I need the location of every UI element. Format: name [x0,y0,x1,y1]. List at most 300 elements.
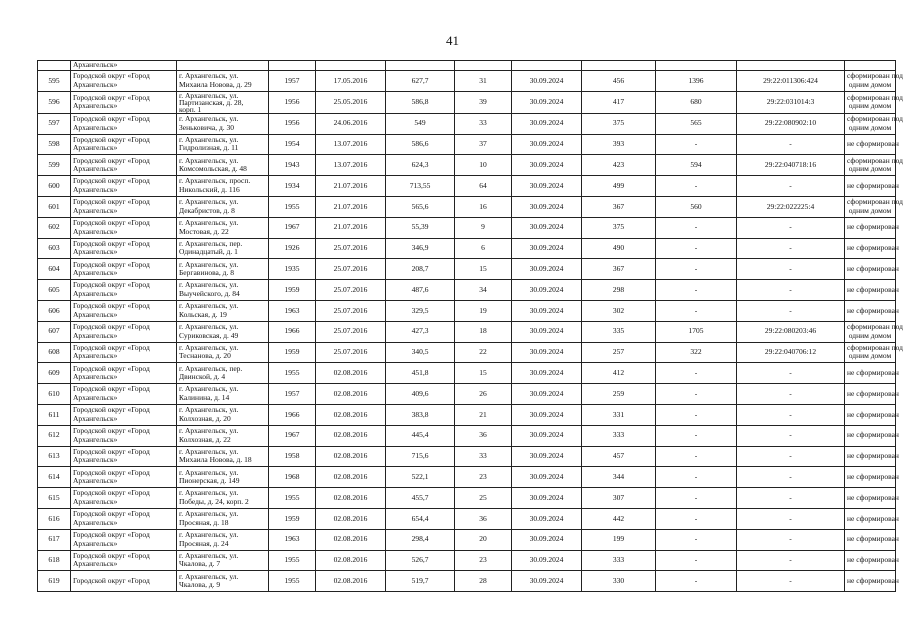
table-cell [455,61,512,71]
owner-cell-line: Городской округ «Город [73,155,150,165]
table-row [38,217,896,238]
owner-cell-line: Архангельск» [73,122,118,132]
owner-cell-line: Городской округ «Город [73,238,150,248]
cost-cell: 259 [582,384,656,405]
owner-cell [71,259,177,280]
deadline-cell: 30.09.2024 [512,446,582,467]
owner-cell-line: Городской округ «Город [73,530,150,540]
area-cell: 208,7 [386,259,455,280]
deadline-cell: 30.09.2024 [512,488,582,509]
cadastral-cell: - [737,446,845,467]
land-area-cell: - [656,384,737,405]
table-row [38,280,896,301]
table-row [38,342,896,363]
status-cell [845,571,899,592]
address-cell-line: Колхозная, д. 22 [179,434,231,444]
address-cell-line: Калинина, д. 14 [179,393,230,403]
owner-cell-line: Городской округ «Город [73,71,150,81]
apartments-cell: 64 [455,176,512,197]
cadastral-cell: - [737,134,845,155]
owner-cell-line: Архангельск» [73,205,118,215]
apartments-cell: 22 [455,342,512,363]
address-cell-line: г. Архангельск, просп. [179,176,251,186]
status-cell-line: не сформирован [847,305,899,315]
date-cell: 02.08.2016 [316,404,386,425]
date-cell: 02.08.2016 [316,363,386,384]
owner-cell-line: Городской округ «Город [73,342,150,352]
year-cell: 1963 [269,529,316,550]
owner-cell-line: Городской округ «Город [73,92,150,102]
owner-cell-line: Архангельск» [73,538,118,548]
cost-cell: 331 [582,404,656,425]
num-cell: 599 [38,155,71,176]
cost-cell: 442 [582,508,656,529]
area-cell: 427,3 [386,321,455,342]
area-cell: 487,6 [386,280,455,301]
status-cell-line: одним домом [848,205,892,215]
land-area-cell: - [656,217,737,238]
apartments-cell: 33 [455,113,512,134]
num-cell: 597 [38,113,71,134]
date-cell: 24.06.2016 [316,113,386,134]
land-area-cell: 560 [656,196,737,217]
date-cell: 25.07.2016 [316,280,386,301]
status-cell-line: не сформирован [847,555,899,565]
status-cell-line: не сформирован [847,409,899,419]
deadline-cell: 30.09.2024 [512,155,582,176]
area-cell: 455,7 [386,488,455,509]
table-cell [316,61,386,71]
owner-cell-line: Архангельск» [73,497,118,507]
address-cell-line: Мостовая, д. 22 [179,226,229,236]
num-cell: 616 [38,508,71,529]
date-cell: 02.08.2016 [316,425,386,446]
year-cell: 1957 [269,384,316,405]
owner-cell [71,280,177,301]
deadline-cell: 30.09.2024 [512,300,582,321]
status-cell [845,238,899,259]
status-cell [845,280,899,301]
address-cell-line: г. Архангельск, ул. [179,90,239,100]
address-cell-line: г. Архангельск, ул. [179,384,239,394]
owner-cell [71,176,177,197]
address-cell-line: г. Архангельск, ул. [179,550,239,560]
land-area-cell: - [656,280,737,301]
status-cell-line: не сформирован [847,243,899,253]
cost-cell: 257 [582,342,656,363]
table-row [38,91,896,113]
deadline-cell: 30.09.2024 [512,217,582,238]
cadastral-cell: - [737,550,845,571]
status-cell [845,134,899,155]
table-row [38,488,896,509]
num-cell: 617 [38,529,71,550]
owner-cell [71,196,177,217]
deadline-cell: 30.09.2024 [512,384,582,405]
owner-cell-line: Городской округ «Город [73,467,150,477]
owner-cell [71,529,177,550]
date-cell: 21.07.2016 [316,196,386,217]
address-cell-line: г. Архангельск, ул. [179,134,239,144]
table-row [38,363,896,384]
owner-cell-line: Городской округ «Город [73,322,150,332]
num-cell: 612 [38,425,71,446]
area-cell: 451,8 [386,363,455,384]
address-cell [177,321,269,342]
status-cell-line: сформирован под [847,197,903,207]
date-cell: 02.08.2016 [316,550,386,571]
num-cell: 608 [38,342,71,363]
status-cell [845,404,899,425]
area-cell: 549 [386,113,455,134]
table-cell [737,61,845,71]
year-cell: 1943 [269,155,316,176]
cadastral-cell: - [737,508,845,529]
table-cell [269,61,316,71]
owner-cell [71,134,177,155]
address-cell-line: г. Архангельск, пер. [179,363,243,373]
address-cell-line: Выучейского, д. 84 [179,289,240,299]
owner-cell-line: Архангельск» [73,164,118,174]
num-cell: 618 [38,550,71,571]
num-cell: 598 [38,134,71,155]
table-body [38,60,903,592]
year-cell: 1958 [269,446,316,467]
area-cell: 445,4 [386,425,455,446]
land-area-cell: 565 [656,113,737,134]
table-row [38,196,896,217]
cadastral-cell: - [737,404,845,425]
date-cell: 13.07.2016 [316,155,386,176]
owner-cell [71,404,177,425]
owner-cell [71,571,177,592]
status-cell [845,217,899,238]
land-area-cell: - [656,238,737,259]
status-cell [845,342,903,363]
year-cell: 1967 [269,425,316,446]
area-cell: 329,5 [386,300,455,321]
land-area-cell: - [656,425,737,446]
land-area-cell: 680 [656,91,737,113]
area-cell: 715,6 [386,446,455,467]
num-cell: 615 [38,488,71,509]
cost-cell: 457 [582,446,656,467]
table-row [38,384,896,405]
cadastral-cell: - [737,238,845,259]
owner-cell [71,113,177,134]
address-cell [177,550,269,571]
status-cell-line: одним домом [848,164,892,174]
deadline-cell: 30.09.2024 [512,529,582,550]
owner-cell-line: Городской округ «Город [73,114,150,124]
cost-cell: 393 [582,134,656,155]
owner-cell-line: Архангельск» [73,393,118,403]
land-area-cell: 1396 [656,71,737,92]
status-cell [845,155,903,176]
date-cell: 02.08.2016 [316,508,386,529]
cadastral-cell: - [737,176,845,197]
owner-cell [71,71,177,92]
cadastral-cell: - [737,467,845,488]
date-cell: 25.07.2016 [316,300,386,321]
table-cell [656,61,737,71]
land-area-cell: - [656,259,737,280]
status-cell [845,91,903,113]
owner-cell [71,217,177,238]
owner-cell-line: Городской округ «Город [73,426,150,436]
address-cell [177,467,269,488]
address-cell-line: г. Архангельск, ул. [179,301,239,311]
owner-cell [71,300,177,321]
cost-cell: 423 [582,155,656,176]
address-cell-line: Бергавинова, д. 8 [179,268,234,278]
status-cell-line: сформирован под [847,114,903,124]
status-cell [845,363,899,384]
cost-cell: 307 [582,488,656,509]
status-cell-line: не сформирован [847,139,899,149]
status-cell [845,508,899,529]
address-cell-line: Просяная, д. 24 [179,538,229,548]
owner-cell-line: Архангельск» [73,413,118,423]
apartments-cell: 23 [455,550,512,571]
address-cell-line: г. Архангельск, ул. [179,488,239,498]
address-cell-line: г. Архангельск, ул. [179,342,239,352]
land-area-cell: - [656,300,737,321]
status-cell-line: не сформирован [847,180,899,190]
owner-cell-line: Архангельск» [73,101,118,111]
address-cell [177,508,269,529]
status-cell [845,529,899,550]
cost-cell: 367 [582,196,656,217]
owner-cell-line: Городской округ «Город [73,176,150,186]
owner-cell [71,155,177,176]
area-cell: 627,7 [386,71,455,92]
status-cell [845,467,899,488]
address-cell [177,384,269,405]
status-cell-line: одним домом [848,330,892,340]
owner-cell-line: Архангельск» [73,351,118,361]
cost-cell: 412 [582,363,656,384]
owner-cell-line: Городской округ «Город [73,405,150,415]
owner-cell-line: Архангельск» [73,226,118,236]
table-row [38,508,896,529]
cadastral-cell: - [737,259,845,280]
address-cell-line: г. Архангельск, ул. [179,467,239,477]
cost-cell: 330 [582,571,656,592]
address-cell-line: Теснанова, д. 20 [179,351,231,361]
cadastral-cell: - [737,363,845,384]
date-cell: 25.07.2016 [316,342,386,363]
status-cell-line: не сформирован [847,492,899,502]
deadline-cell: 30.09.2024 [512,571,582,592]
cost-cell: 333 [582,425,656,446]
status-cell-line: не сформирован [847,575,899,585]
address-cell [177,425,269,446]
apartments-cell: 37 [455,134,512,155]
owner-cell-line: Архангельск» [73,330,118,340]
cadastral-cell: - [737,217,845,238]
area-cell: 654,4 [386,508,455,529]
deadline-cell: 30.09.2024 [512,342,582,363]
address-cell-line: Одинадцатый, д. 1 [179,247,238,257]
status-cell [845,425,899,446]
owner-cell-line: Городской округ «Город [73,280,150,290]
year-cell: 1934 [269,176,316,197]
deadline-cell: 30.09.2024 [512,508,582,529]
address-cell [177,404,269,425]
owner-cell-line: Архангельск» [73,143,118,153]
status-cell-line: сформирован под [847,155,903,165]
deadline-cell: 30.09.2024 [512,113,582,134]
year-cell: 1955 [269,196,316,217]
address-cell-line: г. Архангельск, ул. [179,426,239,436]
address-cell-line: Чкалова, д. 7 [179,559,221,569]
num-cell: 607 [38,321,71,342]
date-cell: 02.08.2016 [316,571,386,592]
num-cell: 609 [38,363,71,384]
address-cell-line: Чкалова, д. 9 [179,580,221,590]
owner-cell [71,238,177,259]
cost-cell: 302 [582,300,656,321]
year-cell: 1955 [269,571,316,592]
cadastral-cell: - [737,571,845,592]
address-cell [177,134,269,155]
cost-cell: 490 [582,238,656,259]
cadastral-cell: 29:22:022225:4 [737,196,845,217]
status-cell [845,321,903,342]
apartments-cell: 36 [455,425,512,446]
table-row [38,259,896,280]
address-cell [177,217,269,238]
status-cell-line: не сформирован [847,388,899,398]
status-cell [845,384,899,405]
cadastral-cell: - [737,425,845,446]
status-cell [845,446,899,467]
owner-cell-line: Архангельск» [73,434,118,444]
land-area-cell: - [656,363,737,384]
land-area-cell: 1705 [656,321,737,342]
area-cell: 713,55 [386,176,455,197]
address-cell [177,176,269,197]
status-cell-line: не сформирован [847,513,899,523]
owner-cell: Архангельск» [71,61,177,71]
area-cell: 526,7 [386,550,455,571]
area-cell: 624,3 [386,155,455,176]
num-cell: 595 [38,71,71,92]
address-cell [177,238,269,259]
deadline-cell: 30.09.2024 [512,134,582,155]
status-cell-line: сформирован под [847,322,903,332]
status-cell-line: одним домом [848,351,892,361]
owner-cell-line: Городской округ «Город [73,509,150,519]
status-cell-line: одним домом [848,79,892,89]
address-cell [177,113,269,134]
land-area-cell: - [656,176,737,197]
deadline-cell: 30.09.2024 [512,363,582,384]
address-cell [177,363,269,384]
apartments-cell: 15 [455,363,512,384]
area-cell: 55,39 [386,217,455,238]
status-cell-line: не сформирован [847,430,899,440]
owner-cell-line: Городской округ «Город [73,197,150,207]
status-cell [845,71,903,92]
cadastral-cell: - [737,384,845,405]
owner-cell [71,363,177,384]
address-cell-line: Просяная, д. 18 [179,517,229,527]
apartments-cell: 9 [455,217,512,238]
table-cell [386,61,455,71]
owner-cell [71,321,177,342]
owner-cell [71,342,177,363]
area-cell: 522,1 [386,467,455,488]
year-cell: 1955 [269,550,316,571]
apartments-cell: 20 [455,529,512,550]
table-cell [38,61,71,71]
num-cell: 606 [38,300,71,321]
address-cell-line: Зеньковича, д. 30 [179,122,235,132]
deadline-cell: 30.09.2024 [512,91,582,113]
date-cell: 02.08.2016 [316,446,386,467]
cost-cell: 375 [582,217,656,238]
owner-cell-line: Архангельск» [73,455,118,465]
date-cell: 21.07.2016 [316,176,386,197]
address-cell [177,529,269,550]
status-cell-line: не сформирован [847,367,899,377]
cost-cell: 333 [582,550,656,571]
table-row [38,404,896,425]
status-cell-line: не сформирован [847,534,899,544]
address-cell [177,342,269,363]
land-area-cell: - [656,488,737,509]
address-cell-line: г. Архангельск, пер. [179,238,243,248]
area-cell: 565,6 [386,196,455,217]
num-cell: 611 [38,404,71,425]
status-cell-line: не сформирован [847,451,899,461]
address-cell-line: г. Архангельск, ул. [179,446,239,456]
address-cell-line: г. Архангельск, ул. [179,218,239,228]
status-cell-line: не сформирован [847,284,899,294]
date-cell: 25.07.2016 [316,259,386,280]
cost-cell: 456 [582,71,656,92]
address-cell-line: Никольский, д. 116 [179,185,240,195]
deadline-cell: 30.09.2024 [512,425,582,446]
status-cell [845,176,899,197]
address-cell [177,300,269,321]
land-area-cell: - [656,404,737,425]
housing-table [37,60,903,592]
year-cell: 1959 [269,280,316,301]
land-area-cell: - [656,446,737,467]
cadastral-cell: - [737,529,845,550]
area-cell: 409,6 [386,384,455,405]
owner-cell [71,508,177,529]
cadastral-cell: 29:22:040706:12 [737,342,845,363]
apartments-cell: 25 [455,488,512,509]
land-area-cell: 322 [656,342,737,363]
cost-cell: 199 [582,529,656,550]
land-area-cell: - [656,134,737,155]
date-cell: 25.07.2016 [316,321,386,342]
year-cell: 1954 [269,134,316,155]
apartments-cell: 16 [455,196,512,217]
table-row [38,113,896,134]
year-cell: 1966 [269,321,316,342]
land-area-cell: - [656,508,737,529]
address-cell-line: Партизанская, д. 28, [179,97,244,107]
cost-cell: 499 [582,176,656,197]
status-cell-line: одним домом [848,122,892,132]
table-row [38,550,896,571]
